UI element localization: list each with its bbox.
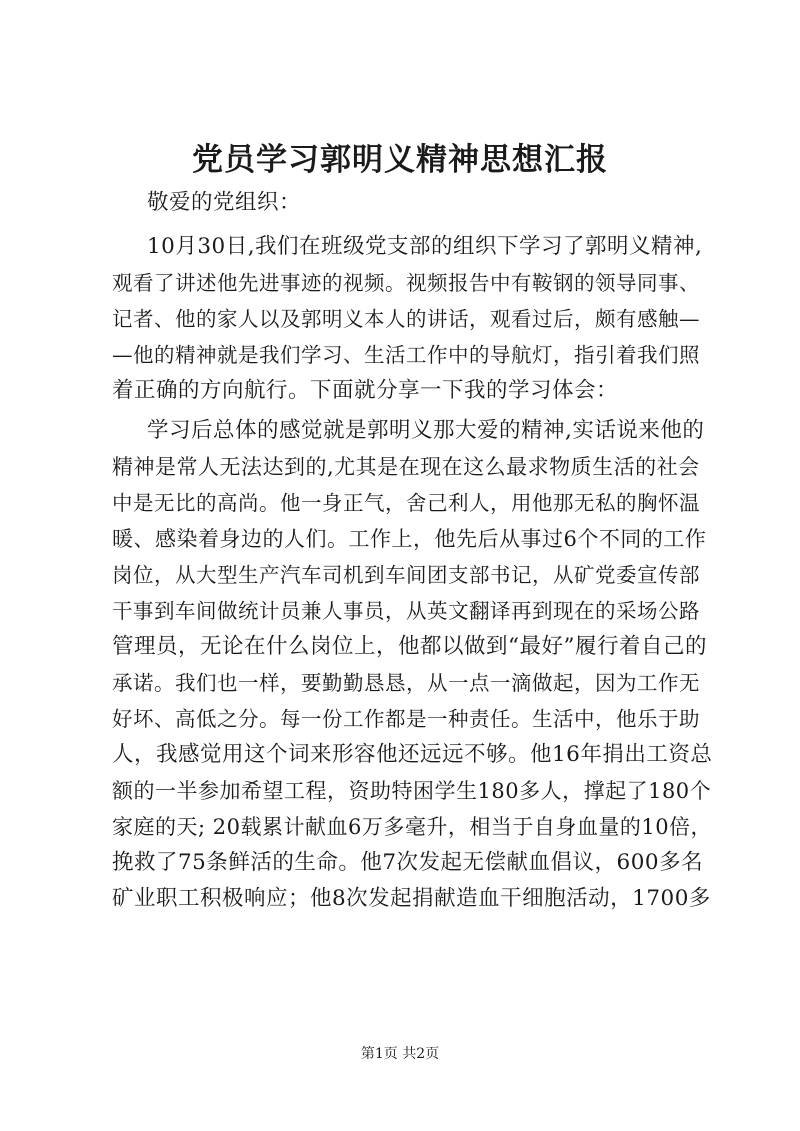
body-line: 干事到车间做统计员兼人事员，从英文翻译再到现在的采场公路 [112, 599, 700, 623]
body-line: —他的精神就是我们学习、生活工作中的导航灯，指引着我们照 [112, 343, 700, 367]
body-line: 着正确的方向航行。下面就分享一下我的学习体会： [112, 378, 619, 403]
document-title: 党员学习郭明义精神思想汇报 [192, 142, 608, 178]
body-line: 人，我感觉用这个词来形容他还远远不够。他16年捐出工资总 [112, 742, 713, 767]
body-line: 10月30日,我们在班级党支部的组织下学习了郭明义精神, [147, 234, 703, 259]
body-line: 矿业职工积极响应；他8次发起捐献造血干细胞活动，1700多 [112, 886, 711, 911]
body-line: 管理员，无论在什么岗位上，他都以做到“最好”履行着自己的 [112, 634, 707, 659]
body-line: 学习后总体的感觉就是郭明义那大爱的精神,实话说来他的 [147, 418, 705, 443]
body-line: 观看了讲述他先进事迹的视频。视频报告中有鞍钢的领导同事、 [112, 271, 700, 295]
body-line: 精神是常人无法达到的,尤其是在现在这么最求物质生活的社会 [112, 455, 700, 479]
body-line: 暖、感染着身边的人们。工作上，他先后从事过6个不同的工作 [112, 527, 707, 551]
body-line: 承诺。我们也一样，要勤勤恳恳，从一点一滴做起，因为工作无 [112, 671, 700, 695]
body-line: 额的一半参加希望工程，资助特困学生180多人，撑起了180个 [112, 779, 712, 803]
body-line: 好坏、高低之分。每一份工作都是一种责任。生活中，他乐于助 [112, 707, 700, 731]
body-line: 记者、他的家人以及郭明义本人的讲话，观看过后，颇有感触— [112, 307, 700, 331]
body-line: 家庭的天; 20载累计献血6万多毫升，相当于自身血量的10倍， [112, 815, 713, 839]
body-line: 中是无比的高尚。他一身正气，舍己利人，用他那无私的胸怀温 [112, 491, 700, 515]
body-line: 岗位，从大型生产汽车司机到车间团支部书记，从矿党委宣传部 [112, 563, 700, 587]
body-line: 挽救了75条鲜活的生命。他7次发起无偿献血倡议，600多名 [112, 850, 704, 875]
salutation-line: 敬爱的党组织： [147, 190, 302, 215]
page-number: 第1页 共2页 [360, 1046, 440, 1062]
